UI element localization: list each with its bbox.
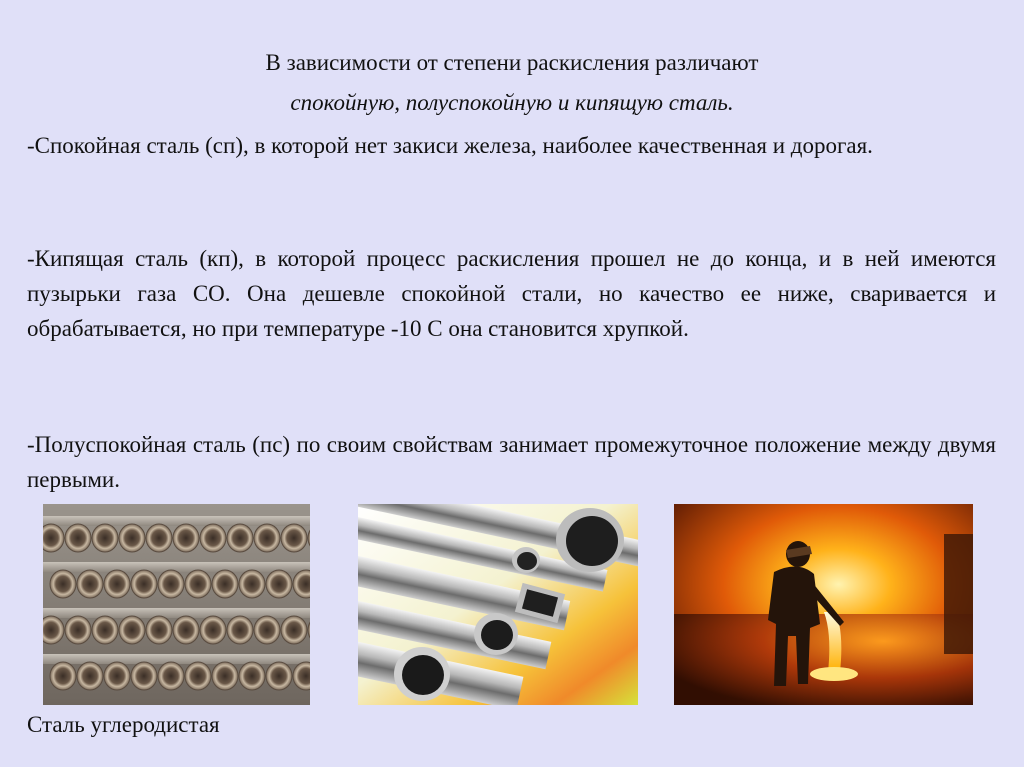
stacked-steel-pipes-photo	[43, 504, 310, 705]
paragraph-killed-steel: -Спокойная сталь (сп), в которой нет закиси железа, наиболее качественная и дорогая.	[27, 133, 873, 158]
image-caption: Сталь углеродистая	[27, 712, 220, 737]
paragraph-semi-killed-steel: -Полуспокойная сталь (пс) по своим свойствам занимает промежуточное положение между двумя первыми.	[27, 432, 996, 492]
paragraph-rimmed-steel: -Кипящая сталь (кп), в которой процесс раскисления прошел не до конца, и в ней имеются пузырьки газа СО. Она дешевле спокойной стали, но качество ее ниже, сваривается и обрабатывается, но при температуре -10 С она становится хрупкой.	[27, 246, 996, 341]
steelworker-molten-metal-photo	[674, 504, 973, 705]
heading-line-1: В зависимости от степени раскисления различают	[265, 50, 759, 75]
heading-line-2: спокойную, полуспокойную и кипящую сталь.	[290, 90, 734, 115]
steel-tubes-closeup-photo	[358, 504, 638, 705]
